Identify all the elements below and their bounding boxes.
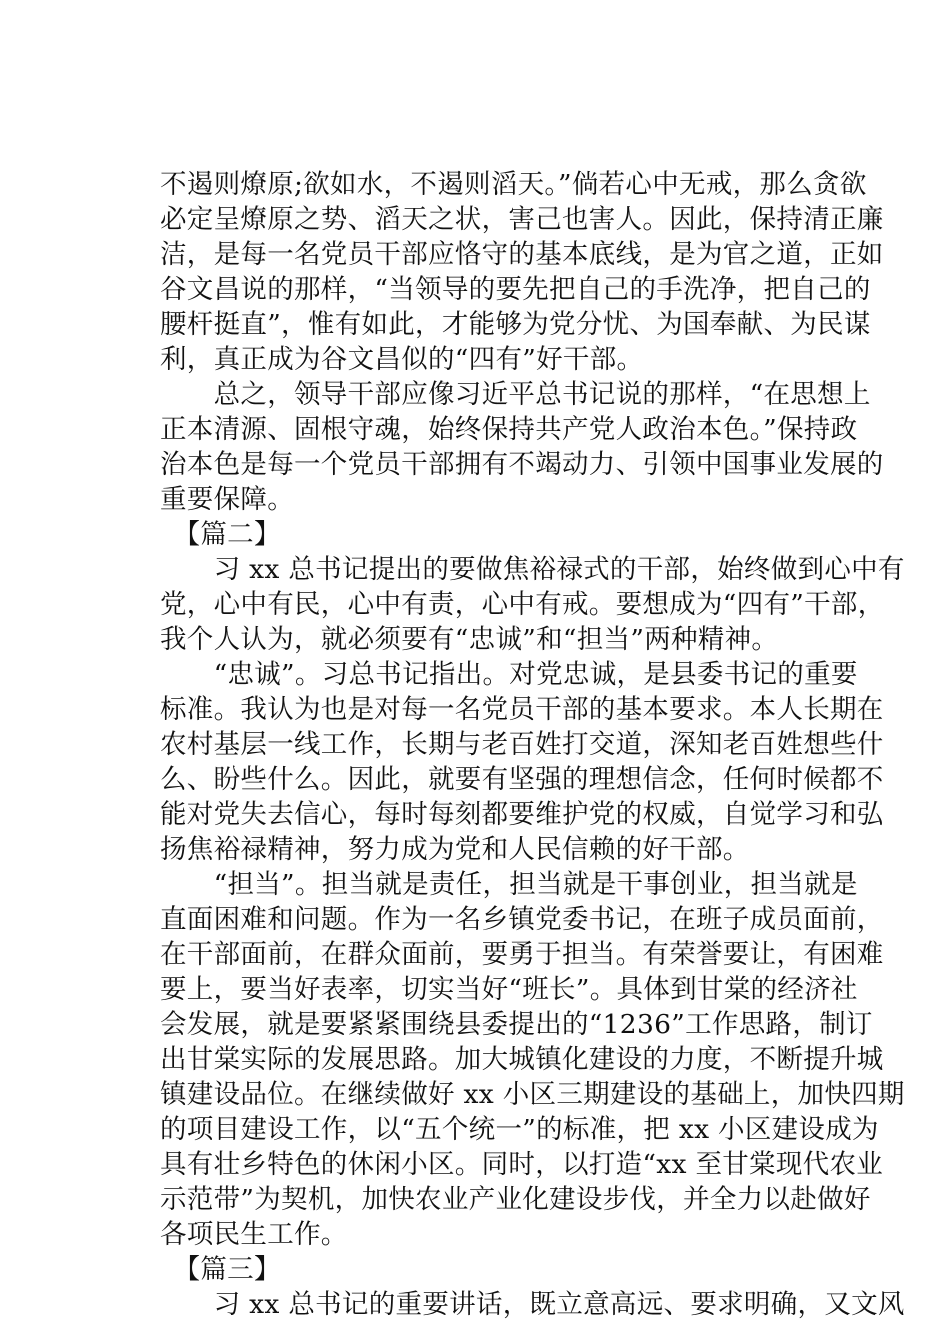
- body-line: 出甘棠实际的发展思路。加大城镇化建设的力度，不断提升城: [160, 1044, 884, 1075]
- body-line: 治本色是每一个党员干部拥有不竭动力、引领中国事业发展的: [160, 449, 884, 480]
- body-line: 在干部面前，在群众面前，要勇于担当。有荣誉要让，有困难: [160, 939, 884, 970]
- body-line: 总之，领导干部应像习近平总书记说的那样，“在思想上: [160, 379, 871, 410]
- body-line: 标准。我认为也是对每一名党员干部的基本要求。本人长期在: [160, 694, 884, 725]
- body-line: 习 xx 总书记的重要讲话，既立意高远、要求明确，又文风: [160, 1289, 905, 1320]
- body-line: 不遏则燎原;欲如水，不遏则滔天。”倘若心中无戒，那么贪欲: [160, 169, 867, 200]
- body-line: 正本清源、固根守魂，始终保持共产党人政治本色。”保持政: [160, 414, 858, 445]
- body-line: 要上，要当好表率，切实当好“班长”。具体到甘棠的经济社: [160, 974, 858, 1005]
- section-heading: 【篇三】: [160, 1254, 281, 1285]
- body-line: 镇建设品位。在继续做好 xx 小区三期建设的基础上，加快四期: [160, 1079, 905, 1110]
- body-line: 我个人认为，就必须要有“忠诚”和“担当”两种精神。: [160, 624, 779, 655]
- body-line: 谷文昌说的那样，“当领导的要先把自己的手洗净，把自己的: [160, 274, 871, 305]
- body-line: 党，心中有民，心中有责，心中有戒。要想成为“四有”干部，: [160, 589, 885, 620]
- body-line: 必定呈燎原之势、滔天之状，害己也害人。因此，保持清正廉: [160, 204, 884, 235]
- body-line: “担当”。担当就是责任，担当就是干事创业，担当就是: [160, 869, 858, 900]
- body-line: 农村基层一线工作，长期与老百姓打交道，深知老百姓想些什: [160, 729, 884, 760]
- body-line: “忠诚”。习总书记指出。对党忠诚，是县委书记的重要: [160, 659, 858, 690]
- body-line: 直面困难和问题。作为一名乡镇党委书记，在班子成员面前，: [160, 904, 884, 935]
- body-line: 重要保障。: [160, 484, 294, 515]
- body-line: 腰杆挺直”，惟有如此，才能够为党分忧、为国奉献、为民谋: [160, 309, 871, 340]
- body-line: 会发展，就是要紧紧围绕县委提出的“1236”工作思路，制订: [160, 1009, 873, 1040]
- body-line: 洁，是每一名党员干部应恪守的基本底线，是为官之道，正如: [160, 239, 884, 270]
- body-line: 具有壮乡特色的休闲小区。同时，以打造“xx 至甘棠现代农业: [160, 1149, 884, 1180]
- body-line: 么、盼些什么。因此，就要有坚强的理想信念，任何时候都不: [160, 764, 884, 795]
- section-heading: 【篇二】: [160, 519, 281, 550]
- body-line: 的项目建设工作，以“五个统一”的标准，把 xx 小区建设成为: [160, 1114, 879, 1145]
- body-line: 能对党失去信心，每时每刻都要维护党的权威，自觉学习和弘: [160, 799, 884, 830]
- body-line: 示范带”为契机，加快农业产业化建设步伐，并全力以赴做好: [160, 1184, 871, 1215]
- body-line: 习 xx 总书记提出的要做焦裕禄式的干部，始终做到心中有: [160, 554, 905, 585]
- body-line: 利，真正成为谷文昌似的“四有”好干部。: [160, 344, 644, 375]
- body-line: 各项民生工作。: [160, 1219, 348, 1250]
- body-line: 扬焦裕禄精神，努力成为党和人民信赖的好干部。: [160, 834, 750, 865]
